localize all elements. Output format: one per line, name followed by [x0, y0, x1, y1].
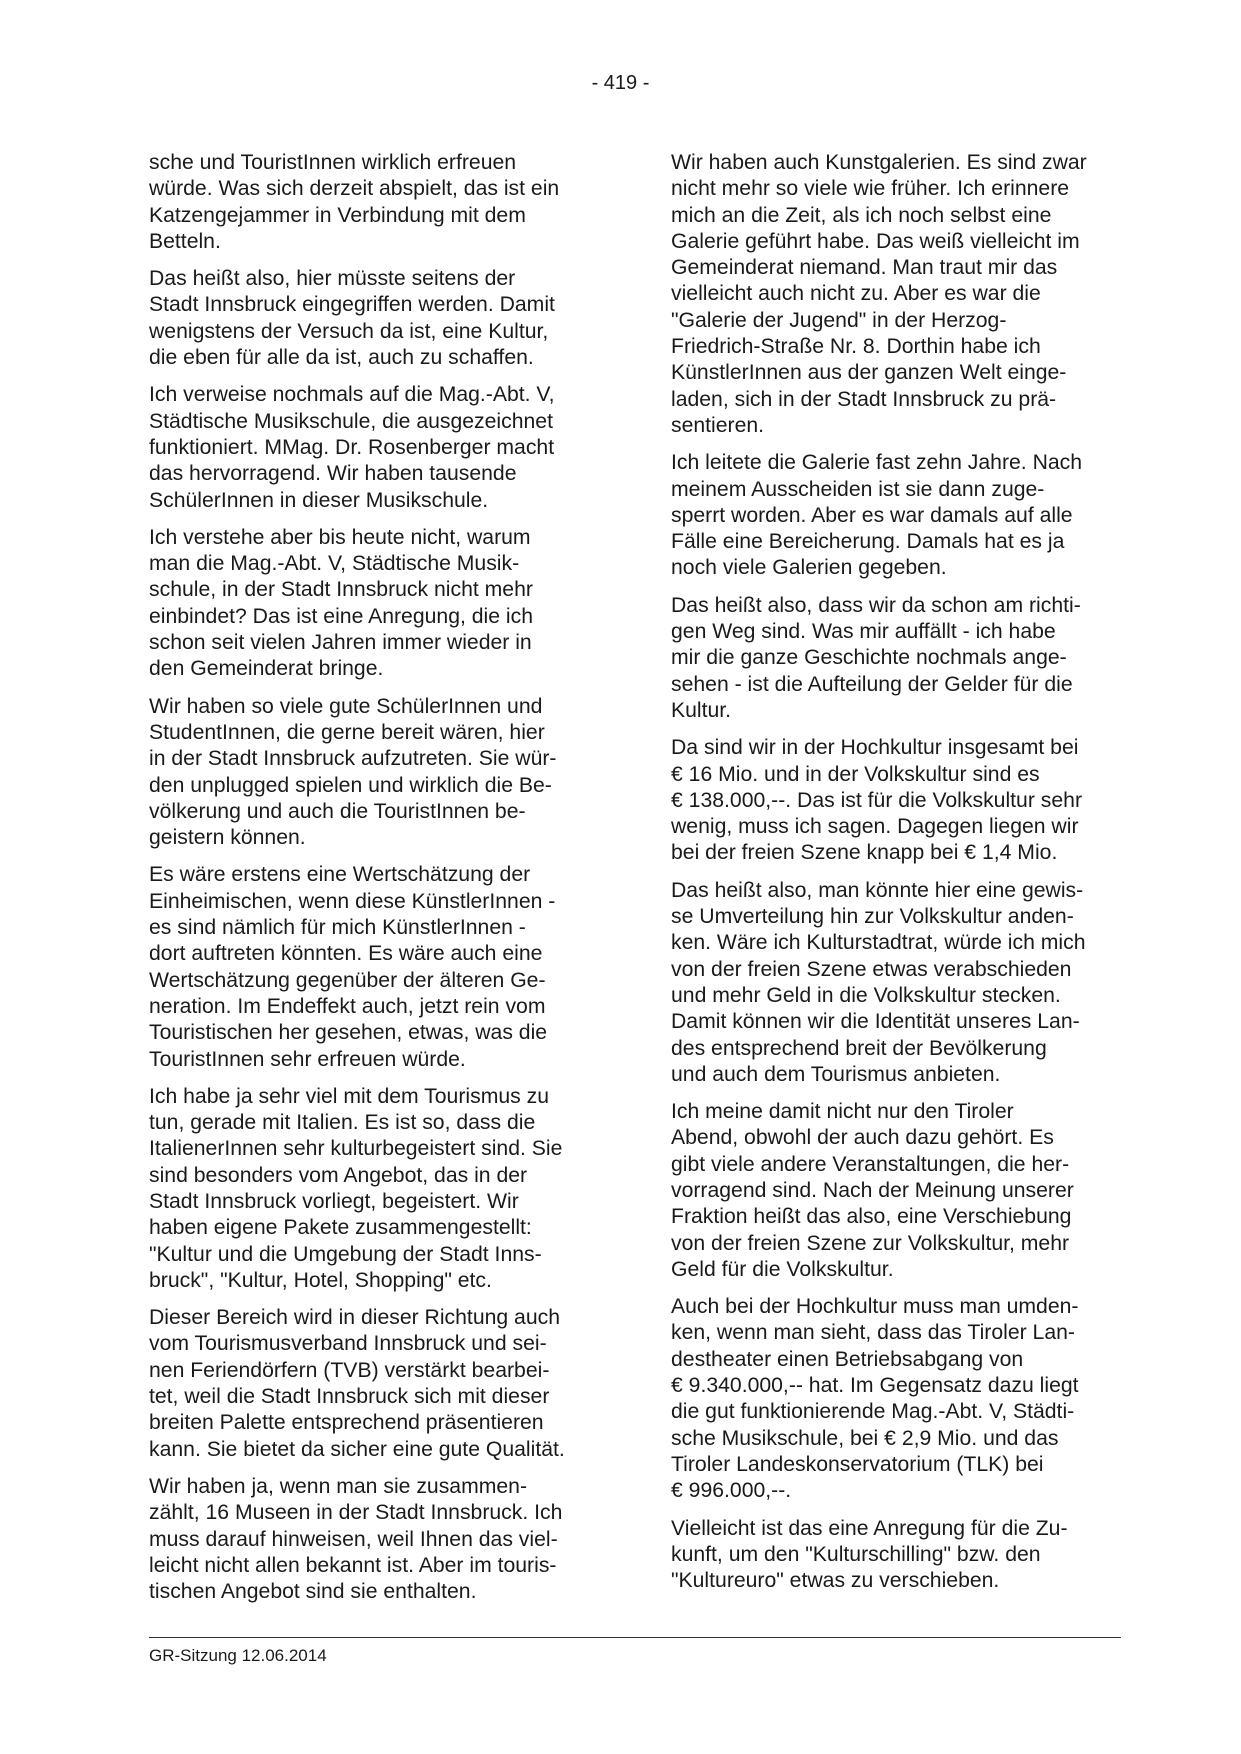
paragraph: Das heißt also, man könnte hier eine gewis- se Umverteilung hin zur Volkskultur anden- ken. Wäre ich Kulturstadtrat, würde ich mich von der freien Szene etwas verabschieden und mehr Geld in die Volkskultur stecken. Damit können wir die Identität unseres Lan- des entsprechend breit der Bevölkerung und auch dem Tourismus anbieten.: [671, 878, 1086, 1086]
paragraph: sche und TouristInnen wirklich erfreuen würde. Was sich derzeit abspielt, das ist ein Katzengejammer in Verbindung mit dem Betteln.: [149, 151, 560, 253]
paragraph: Wir haben auch Kunstgalerien. Es sind zwar nicht mehr so viele wie früher. Ich erinnere mich an die Zeit, als ich noch selbst eine Galerie geführt habe. Das weiß vielleicht im Gemeinderat niemand. Man traut mir das vielleicht auch nicht zu. Aber es war die "Galerie der Jugend" in der Herzog- Friedrich-Straße Nr. 8. Dorthin habe ich KünstlerInnen aus der ganzen Welt einge- laden, sich in der Stadt Innsbruck zu prä- sentieren.: [671, 151, 1087, 437]
footer-divider: [149, 1637, 1121, 1638]
page-number: - 419 -: [591, 72, 650, 94]
paragraph: Ich habe ja sehr viel mit dem Tourismus zu tun, gerade mit Italien. Es ist so, dass die ItalienerInnen sehr kulturbegeistert sind. Sie sind besonders vom Angebot, das in der Stadt Innsbruck vorliegt, begeistert. Wir haben eigene Pakete zusammengestellt: "Kultur und die Umgebung der Stadt Inns- bruck", "Kultur, Hotel, Shopping" etc.: [149, 1084, 563, 1292]
right-column: [671, 150, 1119, 1605]
paragraph: Ich meine damit nicht nur den Tiroler Abend, obwohl der auch dazu gehört. Es gibt viele andere Veranstaltungen, die her- vorragend sind. Nach der Meinung unserer Fraktion heißt das also, eine Verschiebung von der freien Szene zur Volkskultur, mehr Geld für die Volkskultur.: [671, 1100, 1074, 1281]
paragraph: Ich verweise nochmals auf die Mag.-Abt. V, Städtische Musikschule, die ausgezeichnet funktioniert. MMag. Dr. Rosenberger macht das hervorragend. Wir haben tausende SchülerInnen in dieser Musikschule.: [149, 383, 555, 512]
paragraph: Das heißt also, hier müsste seitens der Stadt Innsbruck eingegriffen werden. Damit wenigstens der Versuch da ist, eine Kultur, die eben für alle da ist, auch zu schaffen.: [149, 267, 555, 370]
paragraph: Vielleicht ist das eine Anregung für die Zu- kunft, um den "Kulturschilling" bzw. den "Kultureuro" etwas zu verschieben.: [671, 1516, 1068, 1593]
paragraph: Das heißt also, dass wir da schon am richti- gen Weg sind. Was mir auffällt - ich habe mir die ganze Geschichte nochmals ange- sehen - ist die Aufteilung der Gelder für die Kultur.: [671, 593, 1081, 722]
left-column: [149, 150, 597, 1616]
paragraph: Wir haben so viele gute SchülerInnen und StudentInnen, die gerne bereit wären, hier in der Stadt Innsbruck aufzutreten. Sie wür- den unplugged spielen und wirklich die Be- völkerung und auch die TouristInnen be- geistern können.: [149, 694, 557, 850]
paragraph: Ich leitete die Galerie fast zehn Jahre. Nach meinem Ausscheiden ist sie dann zuge- sperrt worden. Aber es war damals auf alle Fälle eine Bereicherung. Damals hat es ja noch viele Galerien gegeben.: [671, 451, 1083, 580]
paragraph: Ich verstehe aber bis heute nicht, warum man die Mag.-Abt. V, Städtische Musik- schule, in der Stadt Innsbruck nicht mehr einbindet? Das ist eine Anregung, die ich schon seit vielen Jahren immer wieder in den Gemeinderat bringe.: [149, 525, 533, 681]
paragraph: Auch bei der Hochkultur muss man umden- ken, wenn man sieht, dass das Tiroler Lan- destheater einen Betriebsabgang von € 9.340.000,-- hat. Im Gegensatz dazu liegt die gut funktionierende Mag.-Abt. V, Städti- sche Musikschule, bei € 2,9 Mio. und das Tiroler Landeskonservatorium (TLK) bei € 996.000,--.: [671, 1295, 1079, 1503]
paragraph: Es wäre erstens eine Wertschätzung der Einheimischen, wenn diese KünstlerInnen - es sind nämlich für mich KünstlerInnen - dort auftreten könnten. Es wäre auch eine Wertschätzung gegenüber der älteren Ge- neration. Im Endeffekt auch, jetzt rein vom Touristischen her gesehen, etwas, was die TouristInnen sehr erfreuen würde.: [149, 863, 556, 1071]
paragraph: Da sind wir in der Hochkultur insgesamt bei € 16 Mio. und in der Volkskultur sind es € 138.000,--. Das ist für die Volkskultur sehr wenig, muss ich sagen. Dagegen liegen wir bei der freien Szene knapp bei € 1,4 Mio.: [671, 736, 1082, 865]
footer-session-date: GR-Sitzung 12.06.2014: [149, 1646, 327, 1665]
paragraph: Wir haben ja, wenn man sie zusammen- zählt, 16 Museen in der Stadt Innsbruck. Ich muss darauf hinweisen, weil Ihnen das viel- leicht nicht allen bekannt ist. Aber im touris- tischen Angebot sind sie enthalten.: [149, 1474, 563, 1604]
paragraph: Dieser Bereich wird in dieser Richtung auch vom Tourismusverband Innsbruck und sei- nen Feriendörfern (TVB) verstärkt bearbei- tet, weil die Stadt Innsbruck sich mit dieser breiten Palette entsprechend präsentieren kann. Sie bietet da sicher eine gute Qualität.: [149, 1306, 565, 1461]
